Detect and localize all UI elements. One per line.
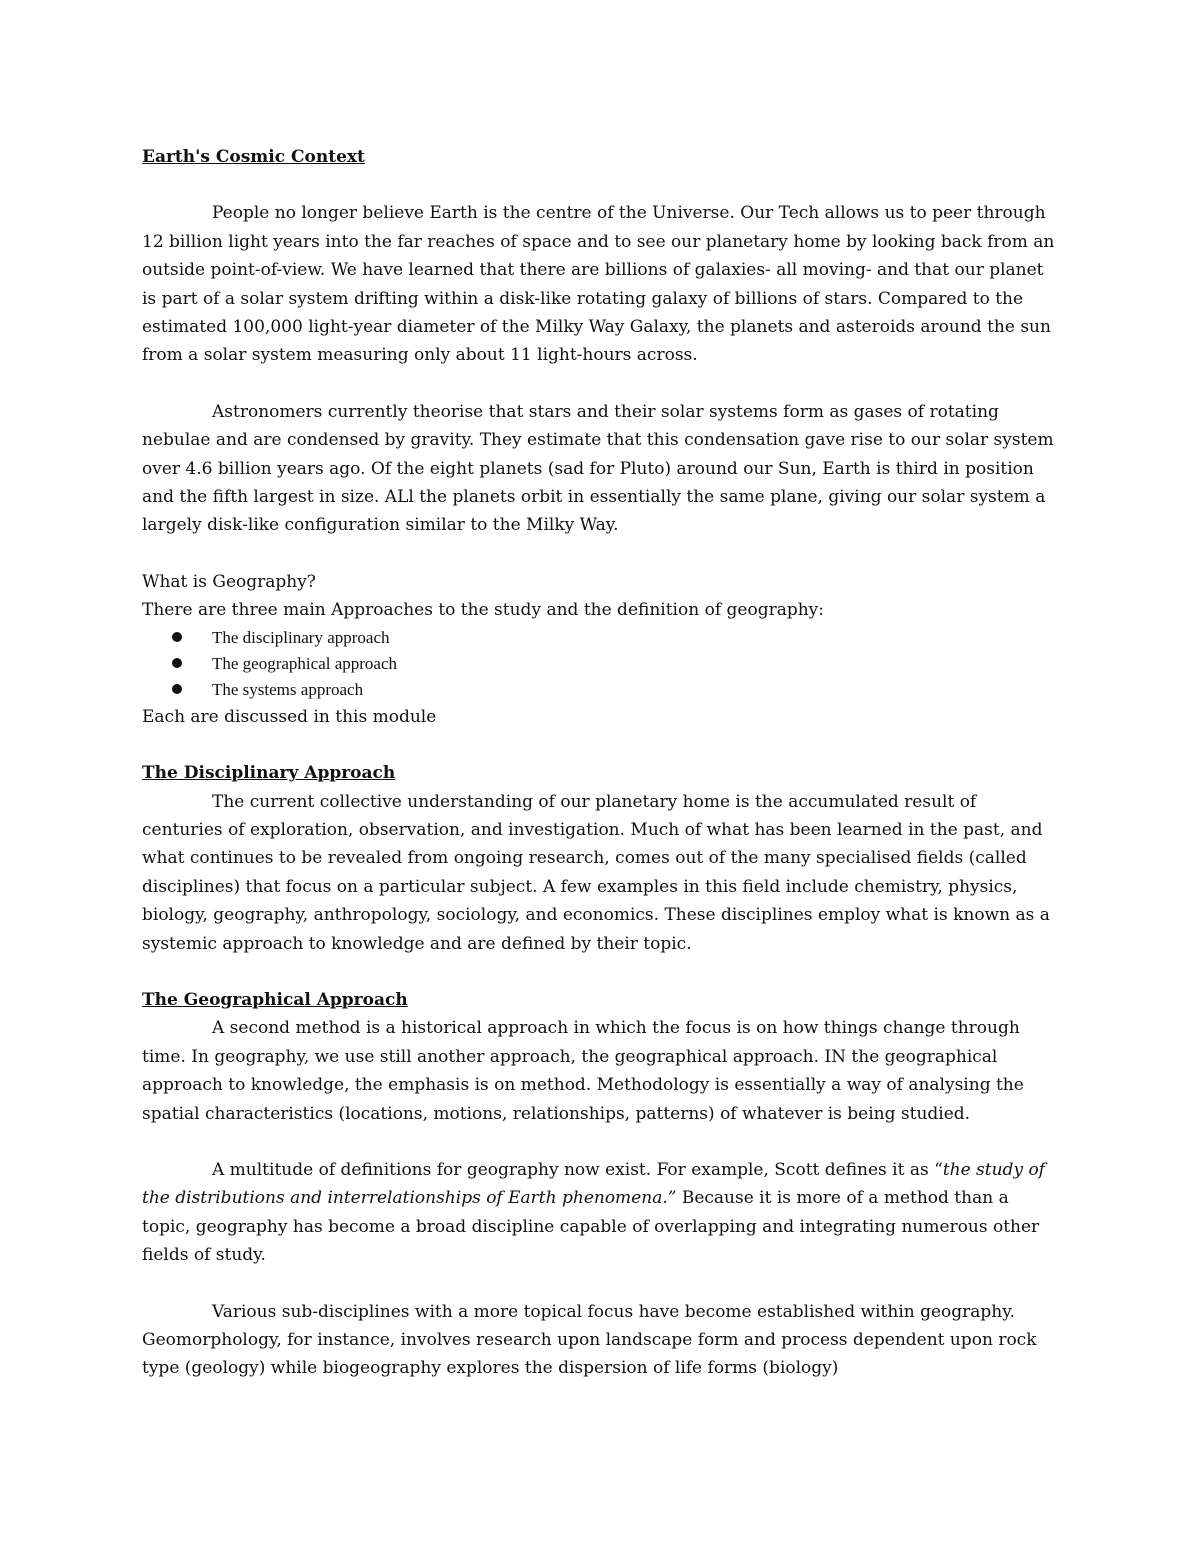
- bullet-icon: [172, 658, 182, 668]
- definition-lead-in: A multitude of definitions for geography now exist. For example, Scott defines it as “: [212, 1159, 943, 1180]
- paragraph-cosmic-1: People no longer believe Earth is the centre of the Universe. Our Tech allows us to peer through 12 billion light years into the far reaches of space and to see our planetary home by looking back from an outside point-of-view. We have learned that there are billions of galaxies- all moving- and that our planet is part of a solar system drifting within a disk-like rotating galaxy of billions of stars. Compared to the estimated 100,000 light-year diameter of the Milky Way Galaxy, the planets and asteroids around the sun from a solar system measuring only about 11 light-hours across.: [142, 203, 1055, 366]
- question-what-is-geography: What is Geography?: [142, 571, 316, 592]
- paragraph-disciplinary-1: The current collective understanding of our planetary home is the accumulated result of centuries of exploration, observation, and investigation. Much of what has been learned in the past, and what continues to be revealed from ongoing research, comes out of the many specialised fields (called disciplines) that focus on a particular subject. A few examples in this field include chemistry, physics, biology, geography, anthropology, sociology, and economics. These disciplines employ what is known as a systemic approach to knowledge and are defined by their topic.: [142, 791, 1050, 954]
- paragraph-geographical-1: A second method is a historical approach in which the focus is on how things change through time. In geography, we use still another approach, the geographical approach. IN the geographical approach to knowledge, the emphasis is on method. Methodology is essentially a way of analysing the spatial characteristics (locations, motions, relationships, patterns) of whatever is being studied.: [142, 1018, 1024, 1124]
- section-title-disciplinary: The Disciplinary Approach: [142, 763, 396, 784]
- document-body: [142, 143, 1062, 1383]
- section-title-geographical: The Geographical Approach: [142, 989, 408, 1010]
- approaches-intro: There are three main Approaches to the study and the definition of geography:: [142, 600, 825, 621]
- list-item: [172, 677, 1062, 703]
- paragraph-cosmic-2: Astronomers currently theorise that stars and their solar systems form as gases of rotating nebulae and are condensed by gravity. They estimate that this condensation gave rise to our solar system over 4.6 billion years ago. Of the eight planets (sad for Pluto) around our Sun, Earth is third in position and the fifth largest in size. ALl the planets orbit in essentially the same plane, giving our solar system a largely disk-like configuration similar to the Milky Way.: [142, 401, 1054, 536]
- scott-definition-quote: the study of the distributions and interrelationships of Earth phenomena.”: [142, 1159, 1045, 1209]
- bullet-icon: [172, 632, 182, 642]
- list-item-label: The disciplinary approach: [212, 627, 390, 647]
- list-item: [172, 651, 1062, 677]
- bullet-icon: [172, 684, 182, 694]
- approaches-list: [142, 625, 1062, 703]
- paragraph-geographical-2: [142, 1156, 1062, 1270]
- paragraph-geographical-3: Various sub-disciplines with a more topical focus have become established within geography. Geomorphology, for instance, involves research upon landscape form and process dependent upon rock type (geology) while biogeography explores the dispersion of life forms (biology): [142, 1301, 1037, 1379]
- section-title-cosmic-context: Earth's Cosmic Context: [142, 147, 365, 167]
- approaches-outro: Each are discussed in this module: [142, 706, 437, 727]
- list-item-label: The geographical approach: [212, 653, 398, 673]
- definition-follow-up: Because it is more of a method than a topic, geography has become a broad discipline capable of overlapping and integrating numerous other fields of study.: [142, 1188, 1040, 1266]
- list-item: [172, 625, 1062, 651]
- list-item-label: The systems approach: [212, 679, 364, 699]
